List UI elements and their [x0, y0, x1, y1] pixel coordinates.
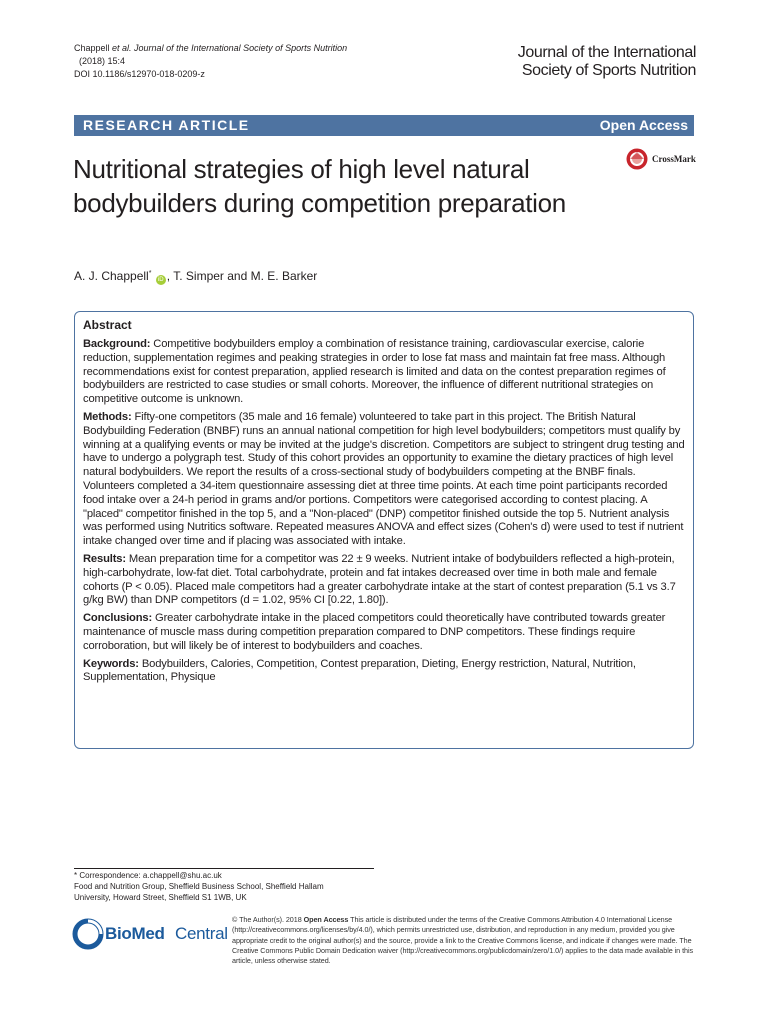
- doi-link[interactable]: DOI 10.1186/s12970-018-0209-z: [74, 69, 205, 79]
- journal-name-line1: Journal of the International: [517, 44, 696, 61]
- author-list: [74, 266, 317, 285]
- open-access-label: Open Access: [599, 117, 688, 133]
- citation-line: [74, 42, 347, 55]
- citation-year: (2018) 15:4: [79, 56, 126, 66]
- author-primary: A. J. Chappell: [74, 269, 149, 283]
- journal-name: [518, 44, 696, 80]
- correspondence-email[interactable]: * Correspondence: a.chappell@shu.ac.uk: [74, 871, 222, 880]
- license-prefix: © The Author(s). 2018: [232, 915, 304, 924]
- crossmark-badge[interactable]: [626, 148, 706, 174]
- abstract-background: [83, 338, 685, 407]
- affiliation-line1: Food and Nutrition Group, Sheffield Business School, Sheffield Hallam: [74, 882, 324, 891]
- section-text: Bodybuilders, Calories, Competition, Contest preparation, Dieting, Energy restriction, Natural, Nutrition, Supplementation, Physique: [83, 657, 636, 684]
- correspondence-footnote: [74, 870, 324, 903]
- section-label: Results:: [83, 552, 126, 565]
- crossmark-icon: [626, 148, 648, 170]
- license-text: [232, 915, 698, 966]
- crossmark-label: CrossMark: [652, 154, 696, 164]
- biomed-central-icon: [72, 918, 104, 950]
- section-label: Keywords:: [83, 657, 139, 670]
- biomed-central-logo[interactable]: [72, 918, 228, 950]
- author-others: , T. Simper and M. E. Barker: [166, 269, 318, 283]
- orcid-icon[interactable]: iD: [156, 275, 166, 285]
- section-text: Mean preparation time for a competitor was 22 ± 9 weeks. Nutrient intake of bodybuilders reflected a high-protein, high-carbohydrate, low-fat diet. Total carbohydrate, protein and fat intakes decreased over time in both male and female cohorts (P < 0.05). Placed male competitors had a greater carbohydrate intake at the start of contest preparation (5.1 vs 3.7 g/kg BW) than DNP competitors (d = 1.02, 95% CI [0.22, 1.80]).: [83, 552, 676, 607]
- article-type-banner: [74, 115, 694, 136]
- license-open-access: Open Access: [303, 915, 349, 924]
- section-text: Fifty-one competitors (35 male and 16 female) volunteered to take part in this project. The British Natural Bodybuilding Federation (BNBF) runs an annual national competition for high level bodybuilders; competitors must qualify by winning at a qualifying events or may be invited at the judge's discretion. Competitors are subject to stringent drug testing and have to undergo a polygraph test. Study of this cohort provides an opportunity to examine the dietary practices of high level natural bodybuilders. We report the results of a cross-sectional study of bodybuilders competing at the BNBF finals. Volunteers completed a 34-item questionnaire assessing diet at three time points. At each time point participants recorded food intake over a 24-h period in grams and/or portions. Competitors were categorised according to contest placing. A "placed" competitor finished in the top 5, and a "Non-placed" (DNP) competitor finished outside the top 5. Nutrient analysis was performed using Nutritics software. Repeated measures ANOVA and effect sizes (Cohen's d) were used to test if nutrient intake changed over time and if placing was associated with intake.: [83, 410, 685, 548]
- abstract-heading: Abstract: [83, 318, 132, 332]
- brand-bold: BioMed: [105, 924, 165, 943]
- journal-name-line2: Society of Sports Nutrition: [521, 62, 696, 79]
- abstract-keywords: [83, 658, 685, 686]
- affiliation-line2: University, Howard Street, Sheffield S1 1WB, UK: [74, 893, 247, 902]
- citation-author: Chappell: [74, 43, 113, 53]
- article-title: Nutritional strategies of high level natural bodybuilders during competition preparation: [73, 154, 566, 218]
- corresponding-mark: *: [148, 270, 152, 277]
- abstract-conclusions: [83, 612, 685, 653]
- citation-etal: et al.: [112, 43, 132, 53]
- footnote-divider: [74, 868, 374, 869]
- license-body: This article is distributed under the terms of the Creative Commons Attribution 4.0 International License (http://creativecommons.org/licenses/by/4.0/), which permits unrestricted use, distribution, and reproduction in any medium, provided you give appropriate credit to the original author(s) and the source, provide a link to the Creative Commons license, and indicate if changes were made. The Creative Commons Public Domain Dedication waiver (http://creativecommons.org/publicdomain/zero/1.0/) applies to the data made available in this article, unless otherwise stated.: [232, 915, 694, 966]
- section-text: Greater carbohydrate intake in the placed competitors could theoretically have contributed towards greater maintenance of muscle mass during competition preparation compared to DNP competitors. These findings require corroboration, but will likely be of interest to bodybuilders and coaches.: [83, 612, 666, 652]
- section-label: Background:: [83, 338, 151, 350]
- article-type-label: RESEARCH ARTICLE: [83, 117, 250, 133]
- citation-journal: Journal of the International Society of Sports Nutrition: [131, 43, 348, 53]
- section-label: Conclusions:: [83, 612, 153, 625]
- section-label: Methods:: [83, 410, 132, 423]
- abstract-methods: [83, 411, 685, 549]
- section-text: Competitive bodybuilders employ a combination of resistance training, cardiovascular exercise, calorie reduction, supplementation regimes and peaking strategies in order to lose fat mass and maintain fat free mass. Although recommendations exist for contest preparation, applied research is limited and data on the contest preparation regimes of bodybuilders are restricted to case studies or small cohorts. Moreover, the influence of different nutritional strategies on competitive outcome is unknown.: [83, 338, 666, 406]
- abstract-results: [83, 553, 685, 608]
- brand-light: Central: [175, 924, 228, 943]
- abstract-box: [74, 311, 694, 749]
- citation-block: [74, 42, 347, 81]
